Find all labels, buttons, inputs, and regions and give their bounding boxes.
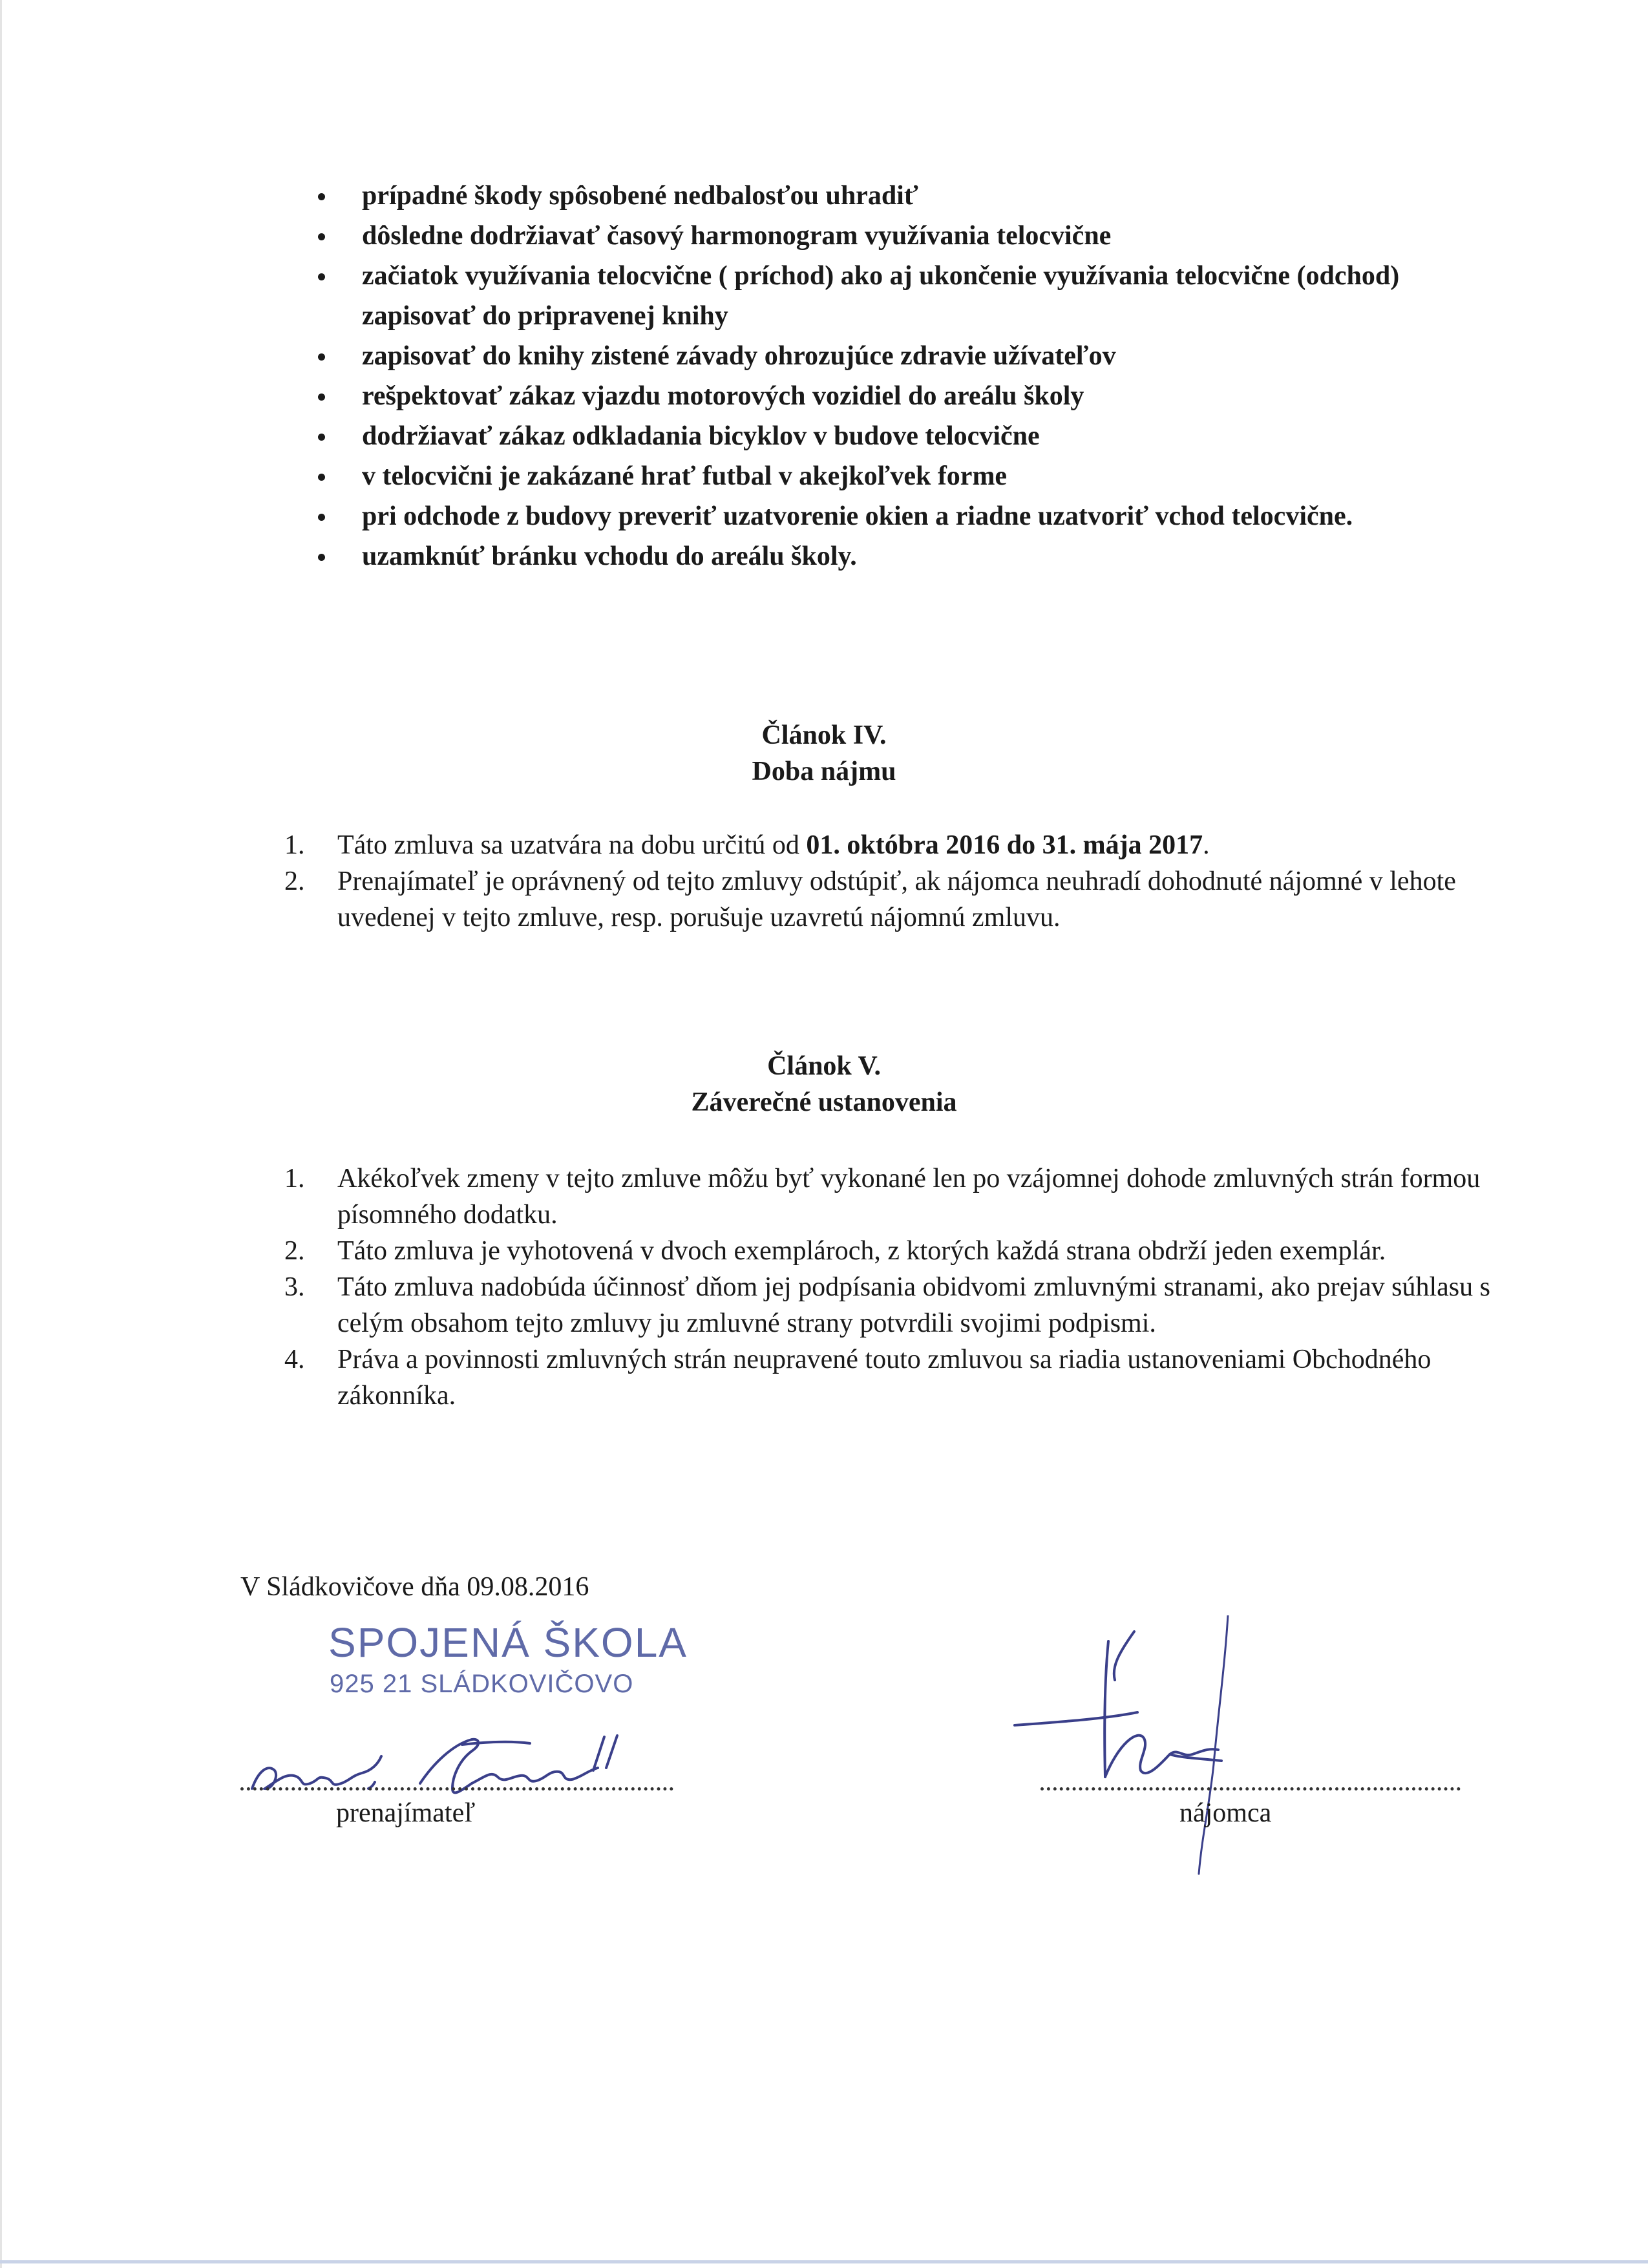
bullet-icon <box>318 434 325 441</box>
tenant-label: nájomca <box>1179 1798 1272 1828</box>
list-item: pri odchode z budovy preveriť uzatvorenie okien a riadne uzatvoriť vchod telocvične. <box>317 496 1512 536</box>
bullet-icon <box>318 474 325 481</box>
list-item: rešpektovať zákaz vjazdu motorových vozidiel do areálu školy <box>317 376 1512 416</box>
article-5-heading <box>0 1048 1648 1120</box>
article-4-list <box>284 827 1512 936</box>
lessor-label: prenajímateľ <box>336 1798 476 1828</box>
bullet-icon <box>318 514 325 521</box>
bullet-icon <box>318 233 325 240</box>
lessor-signature-line <box>240 1787 673 1790</box>
list-item: prípadné škody spôsobené nedbalosťou uhradiť <box>317 176 1512 216</box>
list-item: dodržiavať zákaz odkladania bicyklov v budove telocvične <box>317 416 1512 456</box>
bullet-icon <box>318 353 325 361</box>
obligations-bullet-list <box>317 176 1512 576</box>
scan-edge-bottom <box>0 2260 1648 2263</box>
article-5-list <box>284 1160 1512 1414</box>
scan-edge-left <box>0 0 2 2268</box>
tenant-signature-icon <box>1008 1615 1280 1887</box>
lessor-signature-icon <box>239 1725 679 1803</box>
article-4-title: Článok IV. <box>761 720 887 750</box>
article-5-title: Článok V. <box>767 1051 881 1081</box>
rental-period: 01. októbra 2016 do 31. mája 2017 <box>806 830 1203 860</box>
list-item: 3. Táto zmluva nadobúda účinnosť dňom jej podpísania obidvomi zmluvnými stranami, ako prejav súhlasu s celým obsahom tejto zmluvy ju zmluvné strany potvrdili svojimi podpismi. <box>284 1272 1490 1338</box>
list-item: 1. Táto zmluva sa uzatvára na dobu určitú od 01. októbra 2016 do 31. mája 2017. <box>284 830 1210 860</box>
list-item: 2. Prenajímateľ je oprávnený od tejto zmluvy odstúpiť, ak nájomca neuhradí dohodnuté nájomné v lehote uvedenej v tejto zmluve, resp. porušuje uzavretú nájomnú zmluvu. <box>284 866 1456 932</box>
stamp-line-1: SPOJENÁ ŠKOLA <box>328 1619 688 1666</box>
school-stamp <box>328 1619 688 1701</box>
article-4-heading <box>0 717 1648 790</box>
list-item: uzamknúť bránku vchodu do areálu školy. <box>317 536 1512 576</box>
article-4-subtitle: Doba nájmu <box>752 757 896 786</box>
stamp-line-2: 925 21 SLÁDKOVIČOVO <box>330 1670 634 1698</box>
tenant-signature-line <box>1041 1787 1461 1790</box>
list-item: dôsledne dodržiavať časový harmonogram využívania telocvične <box>317 216 1512 256</box>
bullet-icon <box>318 273 325 280</box>
list-item: 1. Akékoľvek zmeny v tejto zmluve môžu byť vykonané len po vzájomnej dohode zmluvných strán formou písomného dodatku. <box>284 1164 1481 1230</box>
list-item: 2. Táto zmluva je vyhotovená v dvoch exemplároch, z ktorých každá strana obdrží jeden exemplár. <box>284 1236 1386 1266</box>
place-and-date: V Sládkovičove dňa 09.08.2016 <box>240 1572 589 1602</box>
article-5-subtitle: Záverečné ustanovenia <box>691 1087 957 1117</box>
list-item: v telocvični je zakázané hrať futbal v akejkoľvek forme <box>317 456 1512 496</box>
list-item: 4. Práva a povinnosti zmluvných strán neupravené touto zmluvou sa riadia ustanoveniami Obchodného zákonníka. <box>284 1345 1431 1411</box>
list-item: začiatok využívania telocvične ( príchod) ako aj ukončenie využívania telocvične (odchod) zapisovať do pripravenej knihy <box>317 256 1512 336</box>
list-item: zapisovať do knihy zistené závady ohrozujúce zdravie užívateľov <box>317 336 1512 376</box>
bullet-icon <box>318 394 325 401</box>
bullet-icon <box>318 554 325 561</box>
bullet-icon <box>318 193 325 200</box>
